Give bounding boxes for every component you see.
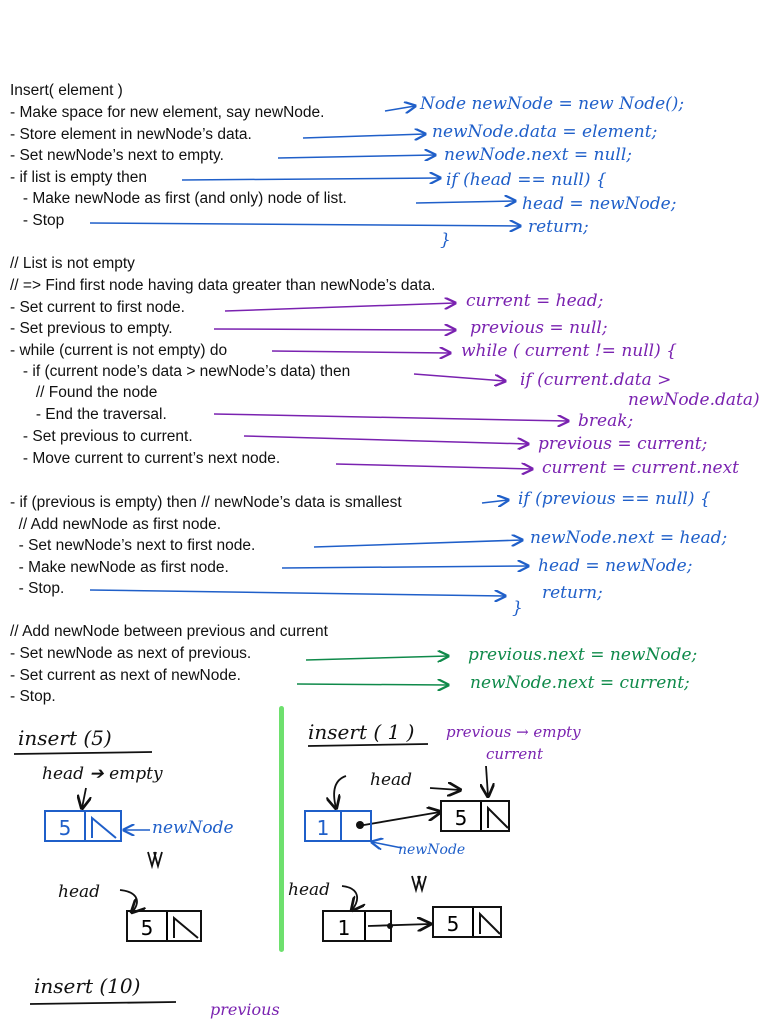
head-label: head — [370, 770, 413, 790]
node-value: 5 — [454, 806, 468, 830]
code-annotation: Node newNode = new Node(); — [420, 94, 685, 114]
algorithm-line: - Make space for new element, say newNode. — [10, 104, 325, 121]
head-label-2: head — [288, 880, 331, 900]
algorithm-line: // List is not empty — [10, 255, 135, 272]
arrow-line — [297, 684, 448, 685]
arrow-line — [244, 436, 528, 444]
code-annotation: return; — [542, 583, 603, 603]
new-node-1 — [304, 810, 372, 842]
node-5 — [440, 800, 510, 832]
algorithm-line: - Set previous to current. — [10, 428, 193, 445]
algorithm-line: - Set newNode’s next to first node. — [10, 537, 256, 554]
current-note: current — [486, 745, 543, 763]
arrow-line — [306, 656, 448, 660]
arrow-line — [278, 155, 435, 158]
node-value: 5 — [446, 912, 460, 936]
arrow-line — [272, 351, 450, 353]
arrow-line — [303, 134, 425, 138]
algorithm-line: - End the traversal. — [10, 406, 167, 423]
algorithm-line: - if (current node’s data > newNode’s data) then — [10, 363, 351, 380]
arrow-line — [214, 414, 568, 421]
previous-label: previous — [210, 1000, 280, 1019]
code-annotation: newNode.next = current; — [470, 673, 690, 693]
arrow-line — [336, 464, 532, 469]
title-underline — [14, 752, 152, 754]
code-annotation: return; — [528, 217, 589, 237]
code-annotation: break; — [578, 411, 634, 431]
algorithm-line: // Add newNode as first node. — [10, 516, 222, 533]
algorithm-line: - if (previous is empty) then // newNode’s data is smallest — [10, 494, 402, 511]
code-annotation: } — [440, 230, 451, 250]
algorithm-line: - Set newNode as next of previous. — [10, 645, 252, 662]
arrow-line — [225, 303, 455, 311]
title-underline — [30, 1002, 176, 1004]
code-annotation: previous.next = newNode; — [468, 645, 698, 665]
result-node-5 — [432, 906, 502, 938]
algorithm-line: - Stop — [10, 212, 65, 229]
algorithm-line: - Set previous to empty. — [10, 320, 173, 337]
code-annotation: head = newNode; — [522, 194, 677, 214]
algorithm-line: - Stop. — [10, 688, 56, 705]
algorithm-line: - Make newNode as first (and only) node of list. — [10, 190, 347, 207]
algorithm-line: // => Find first node having data greater than newNode’s data. — [10, 277, 436, 294]
previous-empty-note: previous → empty — [446, 723, 581, 741]
head-empty-label: head ➔ empty — [42, 764, 163, 784]
node-value: 5 — [140, 916, 154, 940]
algorithm-line: - Stop. — [10, 580, 65, 597]
arrow-line — [182, 178, 440, 180]
arrow-line — [214, 329, 455, 330]
title-underline — [308, 744, 428, 746]
code-annotation: previous = current; — [538, 434, 708, 454]
code-annotation: } — [512, 598, 523, 618]
code-annotation: current = current.next — [542, 458, 740, 478]
arrow-line — [385, 106, 415, 111]
code-annotation: newNode.data = element; — [432, 122, 658, 142]
code-annotation: newNode.data) — [628, 390, 760, 410]
code-annotation: previous = null; — [470, 318, 608, 338]
arrow-line — [120, 890, 137, 912]
algorithm-line: - if list is empty then — [10, 169, 147, 186]
double-arrow — [418, 876, 426, 890]
diagram-title-insert10: insert (10) — [34, 974, 141, 998]
code-annotation: if (head == null) { — [446, 170, 607, 190]
algorithm-line: Insert( element ) — [10, 82, 123, 99]
newnode-label: newNode — [152, 818, 234, 838]
diagram-title-insert1: insert ( 1 ) — [308, 720, 415, 744]
code-annotation: if (previous == null) { — [518, 489, 711, 509]
null-pointer-icon — [170, 914, 202, 940]
arrow-line — [82, 788, 86, 808]
arrow-line — [342, 886, 357, 910]
algorithm-line: - Store element in newNode’s data. — [10, 126, 252, 143]
code-annotation: newNode.next = null; — [444, 145, 632, 165]
algorithm-line: - while (current is not empty) do — [10, 342, 228, 359]
arrow-line — [486, 766, 488, 796]
double-arrow — [154, 852, 162, 866]
head-label: head — [58, 882, 101, 902]
arrow-line — [482, 500, 508, 503]
code-annotation: if (current.data > — [520, 370, 672, 390]
arrow-line — [414, 374, 505, 381]
arrow-line — [314, 540, 522, 547]
algorithm-line: - Set current as next of newNode. — [10, 667, 241, 684]
node-value: 1 — [316, 816, 330, 840]
arrow-line — [282, 566, 528, 568]
code-annotation: newNode.next = head; — [530, 528, 728, 548]
newnode-label: newNode — [398, 842, 466, 858]
arrow-line — [416, 201, 515, 203]
algorithm-line: - Make newNode as first node. — [10, 559, 229, 576]
algorithm-line: // Add newNode between previous and current — [10, 623, 328, 640]
null-pointer-icon — [484, 804, 512, 830]
arrow-line — [90, 223, 520, 226]
green-divider — [279, 706, 284, 952]
algorithm-line: - Set current to first node. — [10, 299, 185, 316]
algorithm-line: - Move current to current’s next node. — [10, 450, 281, 467]
arrow-line — [430, 788, 460, 790]
algorithm-line: // Found the node — [10, 384, 158, 401]
null-pointer-icon — [88, 814, 120, 840]
code-annotation: current = head; — [466, 291, 604, 311]
arrow-line — [90, 590, 505, 596]
new-node-5 — [44, 810, 122, 842]
result-node-1 — [322, 910, 392, 942]
null-pointer-icon — [476, 910, 504, 936]
node-value: 1 — [337, 916, 351, 940]
diagram-title-insert5: insert (5) — [18, 726, 112, 750]
node-value: 5 — [58, 816, 72, 840]
result-node-5 — [126, 910, 202, 942]
code-annotation: while ( current != null) { — [461, 341, 677, 361]
code-annotation: head = newNode; — [538, 556, 693, 576]
arrow-line — [334, 776, 346, 808]
algorithm-line: - Set newNode’s next to empty. — [10, 147, 224, 164]
